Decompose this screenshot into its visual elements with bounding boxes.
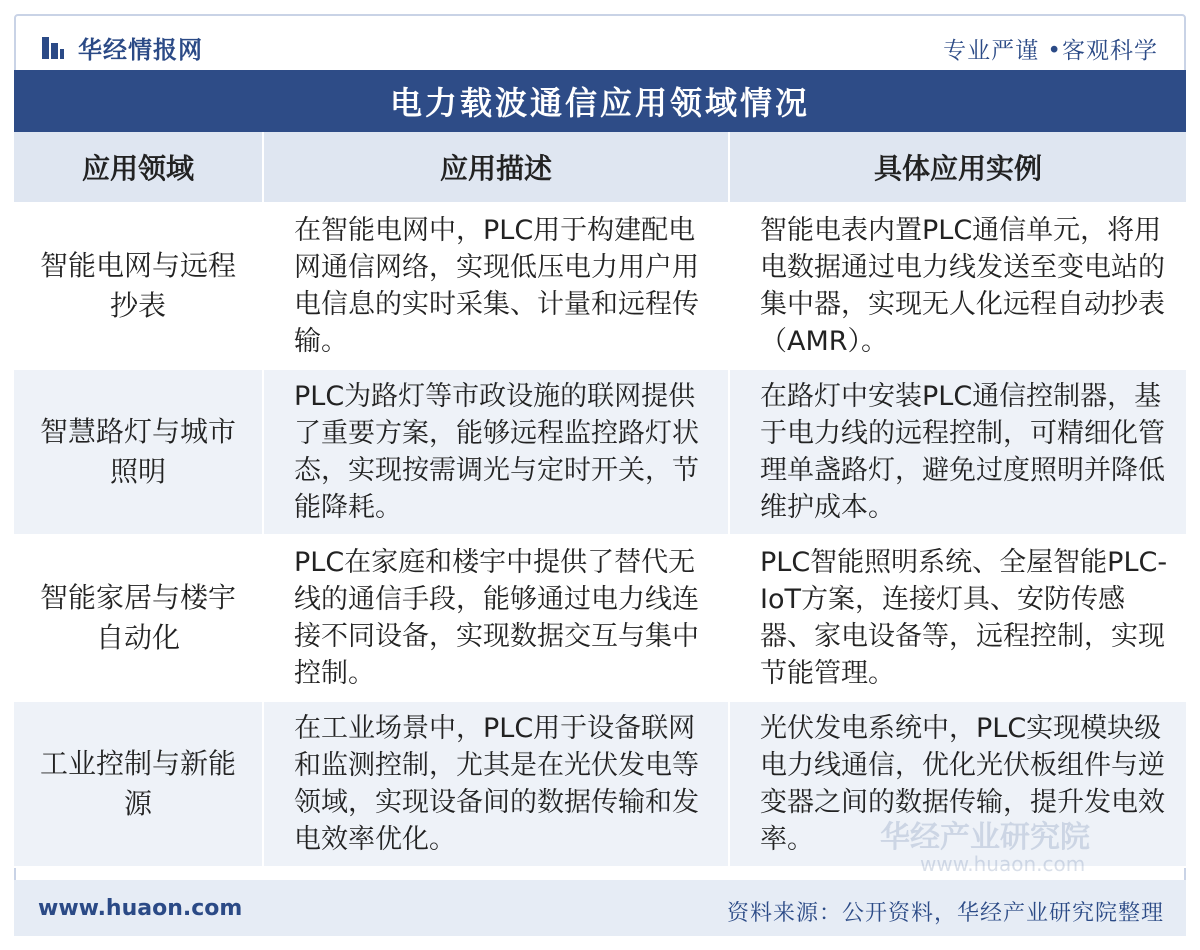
table-row [14, 204, 1186, 370]
top-bar [14, 14, 1186, 70]
table-row [14, 370, 1186, 536]
data-table [14, 132, 1186, 868]
row-example-cell: PLC智能照明系统、全屋智能PLC-IoT方案，连接灯具、安防传感器、家电设备等，远程控制，实现节能管理。 [760, 547, 1168, 689]
column-header-field: 应用领域 [14, 132, 264, 202]
row-example-cell: 智能电表内置PLC通信单元，将用电数据通过电力线发送至变电站的集中器，实现无人化远程自动抄表（AMR）。 [760, 215, 1165, 357]
row-description-cell: 在工业场景中，PLC用于设备联网和监测控制，尤其是在光伏发电等领域，实现设备间的数据传输和发电效率优化。 [264, 702, 730, 866]
watermark-url: www.huaon.com [920, 852, 1086, 876]
logo-text: 华经情报网 [78, 36, 203, 64]
row-description-cell: PLC为路灯等市政设施的联网提供了重要方案，能够远程监控路灯状态，实现按需调光与定时开关，节能降耗。 [264, 370, 730, 534]
column-header-description: 应用描述 [264, 132, 730, 202]
watermark-text: 华经产业研究院 [880, 820, 1090, 855]
table-header-row [14, 132, 1186, 204]
row-field-cell: 智能电网与远程抄表 [14, 204, 264, 368]
row-description-cell: 在智能电网中，PLC用于构建配电网通信网络，实现低压电力用户用电信息的实时采集、计量和远程传输。 [264, 204, 730, 368]
footer [14, 880, 1186, 936]
row-field-cell: 智能家居与楼宇自动化 [14, 536, 264, 700]
row-example-cell: 光伏发电系统中，PLC实现模块级电力线通信，优化光伏板组件与逆变器之间的数据传输，提升发电效率。 [760, 713, 1165, 855]
slogan: 专业严谨 •客观科学 [943, 38, 1158, 64]
column-header-example: 具体应用实例 [873, 152, 1042, 185]
row-field-cell: 工业控制与新能源 [14, 702, 264, 866]
table-row [14, 536, 1186, 702]
row-example-cell: 在路灯中安装PLC通信控制器，基于电力线的远程控制，可精细化管理单盏路灯，避免过度照明并降低维护成本。 [760, 381, 1165, 523]
page-title: 电力载波通信应用领域情况 [389, 84, 810, 122]
footer-url-link[interactable]: www.huaon.com [38, 896, 243, 921]
logo [40, 30, 203, 65]
logo-bars-icon [40, 35, 66, 61]
row-description-cell: PLC在家庭和楼宇中提供了替代无线的通信手段，能够通过电力线连接不同设备，实现数据交互与集中控制。 [264, 536, 730, 700]
row-field-cell: 智慧路灯与城市照明 [14, 370, 264, 534]
title-bar [14, 70, 1186, 132]
footer-source: 资料来源：公开资料，华经产业研究院整理 [726, 901, 1164, 926]
